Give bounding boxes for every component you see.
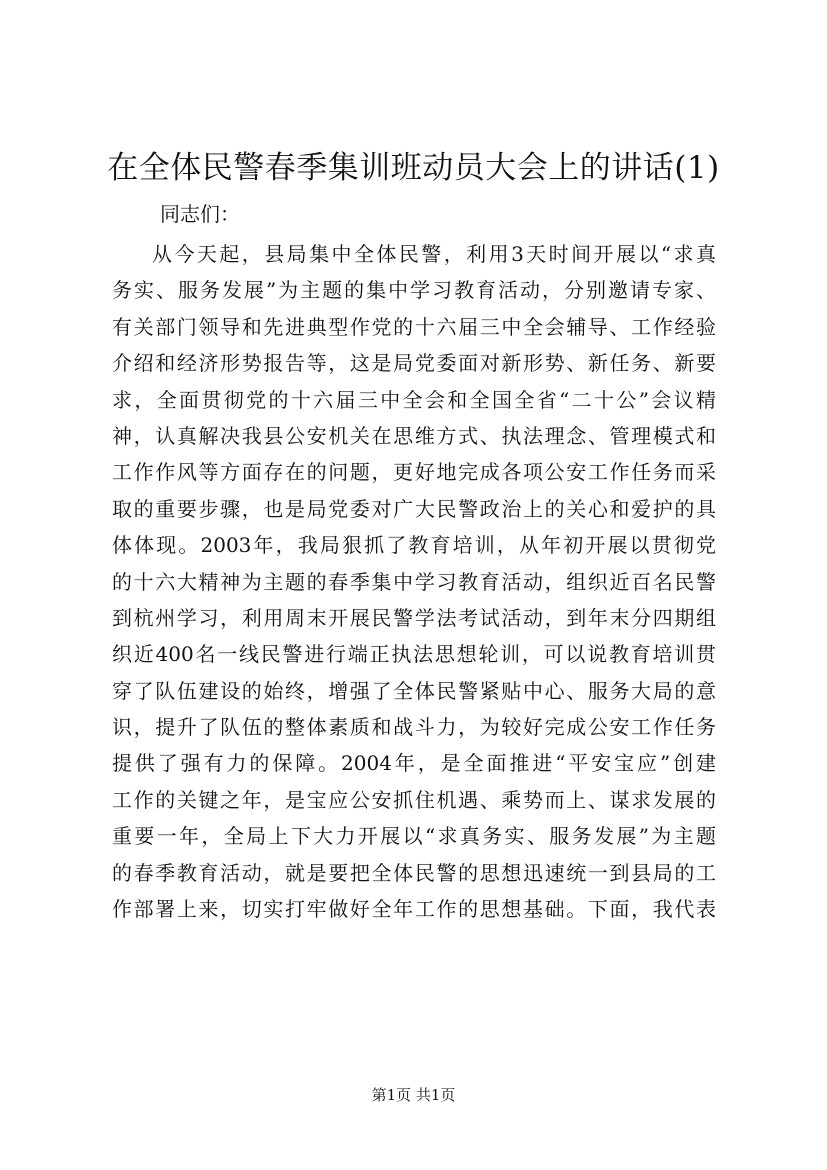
body-line: 求，全面贯彻党的十六届三中全会和全国全省“二十公”会议精 xyxy=(112,387,716,412)
body-line: 神，认真解决我县公安机关在思维方式、执法理念、管理模式和 xyxy=(112,423,716,448)
page-footer: 第1页 共1页 xyxy=(371,1086,456,1104)
body-line: 工作作风等方面存在的问题，更好地完成各项公安工作任务而采 xyxy=(112,460,716,485)
body-line: 织近400名一线民警进行端正执法思想轮训，可以说教育培训贯 xyxy=(112,642,716,667)
body-line: 务实、服务发展”为主题的集中学习教育活动，分别邀请专家、 xyxy=(112,278,716,303)
body-line: 识，提升了队伍的整体素质和战斗力，为较好完成公安工作任务 xyxy=(112,715,716,740)
body-line: 工作的关键之年，是宝应公安抓住机遇、乘势而上、谋求发展的 xyxy=(112,787,716,812)
body-line: 重要一年，全局上下大力开展以“求真务实、服务发展”为主题 xyxy=(112,824,716,849)
body-line: 介绍和经济形势报告等，这是局党委面对新形势、新任务、新要 xyxy=(112,351,716,376)
body-line: 取的重要步骤，也是局党委对广大民警政治上的关心和爱护的具 xyxy=(112,496,716,521)
body-line: 的十六大精神为主题的春季集中学习教育活动，组织近百名民警 xyxy=(112,569,716,594)
body-line: 体体现。2003年，我局狠抓了教育培训，从年初开展以贯彻党 xyxy=(112,533,716,558)
body-line: 穿了队伍建设的始终，增强了全体民警紧贴中心、服务大局的意 xyxy=(112,678,716,703)
body-line: 作部署上来，切实打牢做好全年工作的思想基础。下面，我代表 xyxy=(112,897,716,922)
body-line: 从今天起，县局集中全体民警，利用3天时间开展以“求真 xyxy=(152,242,716,266)
body-line: 有关部门领导和先进典型作党的十六届三中全会辅导、工作经验 xyxy=(112,314,716,339)
body-paragraph xyxy=(112,236,716,927)
body-line: 到杭州学习，利用周末开展民警学法考试活动，到年末分四期组 xyxy=(112,605,716,630)
body-line: 提供了强有力的保障。2004年，是全面推进“平安宝应”创建 xyxy=(112,751,716,776)
body-line: 的春季教育活动，就是要把全体民警的思想迅速统一到县局的工 xyxy=(112,860,716,885)
document-title: 在全体民警春季集训班动员大会上的讲话(1) xyxy=(107,150,720,186)
salutation: 同志们： xyxy=(160,202,240,226)
